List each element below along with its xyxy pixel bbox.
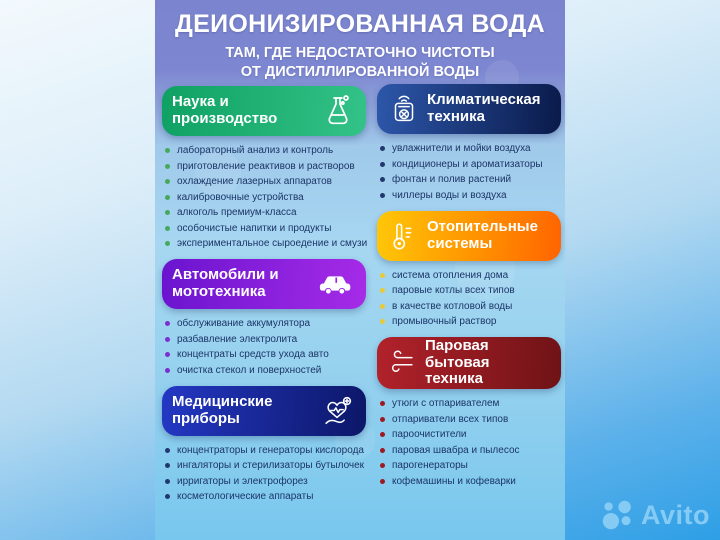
humidifier-icon xyxy=(387,92,421,126)
section-header-heating xyxy=(377,211,561,261)
bullet-icon xyxy=(380,432,385,437)
section-header-science xyxy=(162,86,366,136)
list-item-text: система отопления дома xyxy=(392,269,509,281)
section-title-auto: Автомобили и мототехника xyxy=(172,266,279,300)
bullet-icon xyxy=(165,463,170,468)
bullet-icon xyxy=(165,148,170,153)
title-block xyxy=(155,0,565,81)
poster-subtitle xyxy=(155,44,565,81)
section-header-auto xyxy=(162,259,366,309)
list-item xyxy=(380,285,561,296)
list-item xyxy=(380,414,561,425)
list-item xyxy=(165,207,366,218)
section-header-steam xyxy=(377,337,561,389)
list-item-text: ингаляторы и стерилизаторы бутылочек xyxy=(177,460,365,471)
bullet-icon xyxy=(165,226,170,231)
list-item xyxy=(165,445,366,456)
list-item-text: отпариватели всех типов xyxy=(392,413,509,425)
poster-title: ДЕИОНИЗИРОВАННАЯ ВОДА xyxy=(175,10,545,38)
list-item-text: кофемашины и кофеварки xyxy=(392,475,516,487)
bullet-icon xyxy=(380,146,385,151)
left-column xyxy=(162,86,366,512)
list-item xyxy=(165,318,366,329)
list-item xyxy=(380,159,561,170)
list-item xyxy=(380,190,561,201)
bullet-icon xyxy=(380,463,385,468)
list-item-text: концентраты средств ухода авто xyxy=(177,349,329,360)
section-header-climate xyxy=(377,84,561,134)
list-item xyxy=(165,192,366,203)
bullet-icon xyxy=(380,448,385,453)
list-item-text: паровая швабра и пылесос xyxy=(392,444,520,456)
steam-icon xyxy=(387,347,419,379)
right-column xyxy=(377,84,561,497)
avito-logo-text: Avito xyxy=(641,499,710,530)
bullet-icon xyxy=(380,401,385,406)
list-item-text: концентраторы и генераторы кислорода xyxy=(177,444,364,456)
list-item xyxy=(165,223,366,234)
list-item-text: особочистые напитки и продукты xyxy=(177,222,332,234)
list-item xyxy=(165,238,366,249)
list-item-text: экспериментальное сыроедение и смузи xyxy=(177,238,368,249)
bullet-icon xyxy=(380,193,385,198)
section-header-medical xyxy=(162,386,366,436)
list-item xyxy=(165,334,366,345)
list-item xyxy=(380,445,561,456)
list-item-text: калибровочные устройства xyxy=(177,191,304,203)
list-item-text: алкоголь премиум-класса xyxy=(177,207,297,218)
list-item xyxy=(380,301,561,312)
section-title-steam: Паровая бытовая техника xyxy=(425,336,490,388)
list-item xyxy=(165,349,366,360)
bullet-icon xyxy=(165,352,170,357)
bullet-icon xyxy=(380,273,385,278)
list-item-text: очистка стекол и поверхностей xyxy=(177,364,322,376)
list-item xyxy=(380,398,561,409)
section-list-steam xyxy=(380,398,561,487)
list-item-text: увлажнители и мойки воздуха xyxy=(392,143,531,154)
section-list-heating xyxy=(380,270,561,328)
section-title-science: Наука и производство xyxy=(172,93,278,127)
list-item xyxy=(165,145,366,156)
bullet-icon xyxy=(165,179,170,184)
list-item-text: пароочистители xyxy=(392,429,467,440)
list-item-text: разбавление электролита xyxy=(177,333,298,345)
list-item-text: косметологические аппараты xyxy=(177,491,314,502)
list-item-text: чиллеры воды и воздуха xyxy=(392,189,507,201)
list-item-text: фонтан и полив растений xyxy=(392,174,512,185)
list-item xyxy=(380,270,561,281)
section-title-medical: Медицинские приборы xyxy=(172,392,273,427)
list-item xyxy=(165,161,366,172)
bullet-icon xyxy=(380,304,385,309)
bullet-icon xyxy=(165,164,170,169)
bullet-icon xyxy=(380,319,385,324)
avito-logo-icon xyxy=(601,498,635,532)
poster-subtitle-line2: ОТ ДИСТИЛЛИРОВАННОЙ ВОДЫ xyxy=(240,63,480,80)
list-item-text: в качестве котловой воды xyxy=(392,300,513,312)
list-item xyxy=(380,143,561,154)
list-item-text: кондиционеры и ароматизаторы xyxy=(392,158,543,170)
section-list-auto xyxy=(165,318,366,376)
list-item xyxy=(380,429,561,440)
bullet-icon xyxy=(165,448,170,453)
bullet-icon xyxy=(165,210,170,215)
list-item-text: охлаждение лазерных аппаратов xyxy=(177,176,332,187)
flask-icon xyxy=(320,93,356,129)
list-item-text: лабораторный анализ и контроль xyxy=(177,145,334,156)
bullet-icon xyxy=(165,368,170,373)
bullet-icon xyxy=(380,417,385,422)
list-item-text: промывочный раствор xyxy=(392,316,497,327)
section-list-climate xyxy=(380,143,561,201)
list-item xyxy=(165,491,366,502)
infographic-poster xyxy=(155,0,565,540)
avito-logo xyxy=(601,498,710,532)
list-item xyxy=(165,365,366,376)
list-item xyxy=(165,476,366,487)
list-item-text: парогенераторы xyxy=(392,460,468,471)
list-item-text: приготовление реактивов и растворов xyxy=(177,160,355,172)
bullet-icon xyxy=(165,241,170,246)
thermometer-icon xyxy=(387,219,421,253)
poster-subtitle-line1: ТАМ, ГДЕ НЕДОСТАТОЧНО ЧИСТОТЫ xyxy=(225,45,495,61)
bullet-icon xyxy=(165,195,170,200)
list-item xyxy=(165,176,366,187)
car-icon xyxy=(318,269,356,299)
bullet-icon xyxy=(380,479,385,484)
section-title-heating: Отопительные системы xyxy=(427,217,538,252)
bullet-icon xyxy=(380,288,385,293)
health-hand-icon xyxy=(318,392,356,430)
list-item-text: ирригаторы и электрофорез xyxy=(177,475,308,487)
bullet-icon xyxy=(165,321,170,326)
list-item xyxy=(380,460,561,471)
list-item-text: обслуживание аккумулятора xyxy=(177,318,311,329)
bullet-icon xyxy=(380,177,385,182)
section-title-climate: Климатическая техника xyxy=(427,91,541,125)
bullet-icon xyxy=(380,162,385,167)
list-item xyxy=(165,460,366,471)
bullet-icon xyxy=(165,494,170,499)
bullet-icon xyxy=(165,479,170,484)
section-list-science xyxy=(165,145,366,249)
list-item xyxy=(380,316,561,327)
list-item-text: утюги с отпаривателем xyxy=(392,398,500,409)
bullet-icon xyxy=(165,337,170,342)
list-item xyxy=(380,174,561,185)
list-item-text: паровые котлы всех типов xyxy=(392,285,515,296)
section-list-medical xyxy=(165,445,366,503)
list-item xyxy=(380,476,561,487)
